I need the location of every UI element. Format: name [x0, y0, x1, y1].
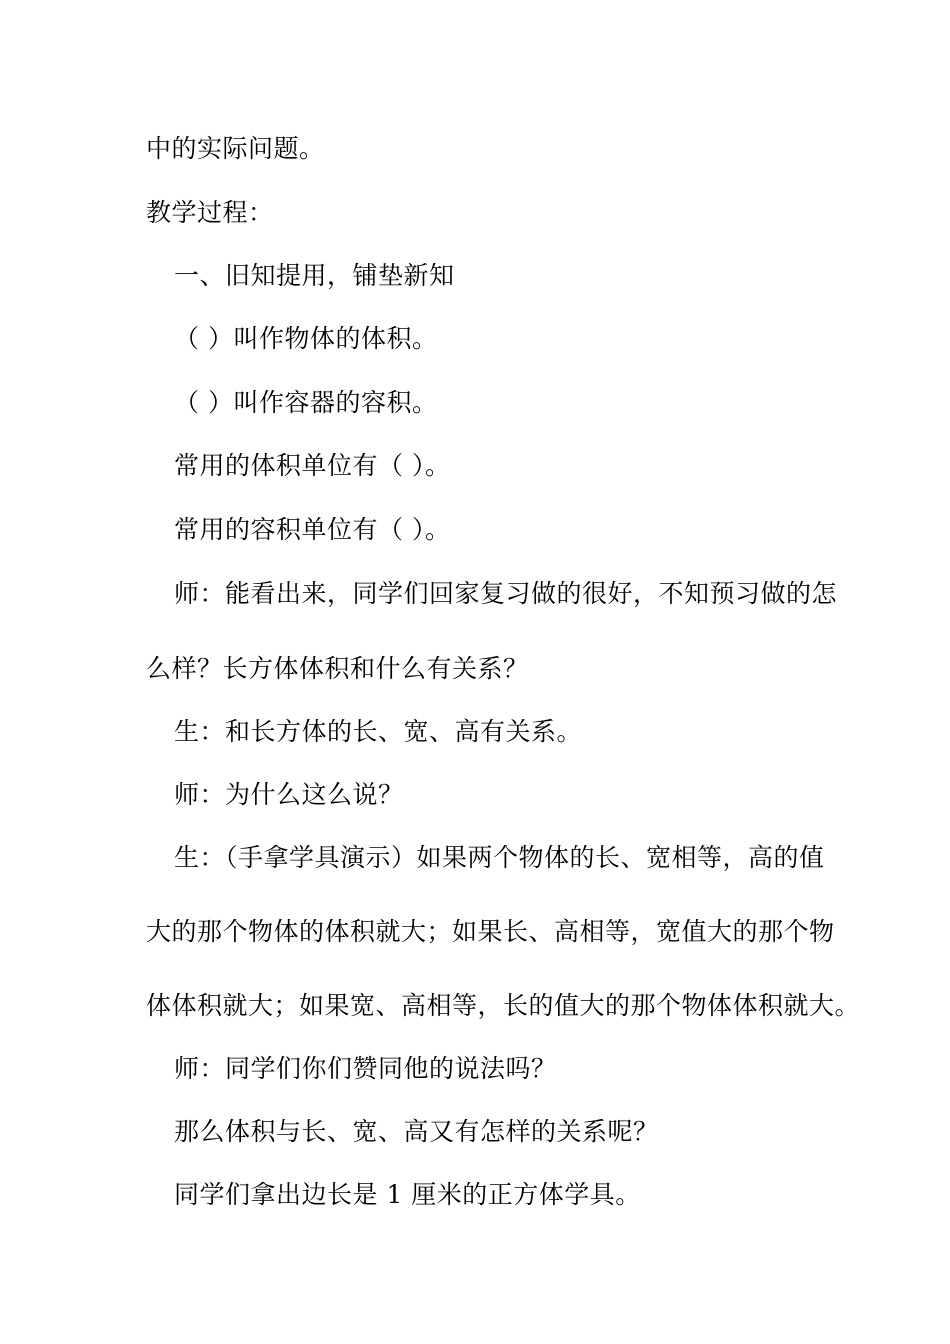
paragraph-line: 么样？长方体体积和什么有关系？: [146, 654, 529, 683]
paragraph-line: 大的那个物体的体积就大；如果长、高相等，宽值大的那个物: [146, 917, 835, 946]
section-heading: 教学过程：: [146, 198, 274, 227]
paragraph-line: 师：为什么这么说？: [174, 780, 404, 809]
paragraph-line: 师：能看出来，同学们回家复习做的很好，不知预习做的怎: [174, 579, 838, 608]
paragraph-line: 体体积就大；如果宽、高相等，长的值大的那个物体体积就大。: [146, 991, 861, 1020]
paragraph-line: 师：同学们你们赞同他的说法吗？: [174, 1054, 557, 1083]
paragraph-line: 常用的体积单位有（ ）。: [174, 451, 451, 480]
paragraph-line: 生：（手拿学具演示）如果两个物体的长、宽相等，高的值: [174, 843, 825, 872]
paragraph-line: 中的实际问题。: [146, 134, 325, 163]
paragraph-line: （ ）叫作容器的容积。: [174, 388, 438, 417]
paragraph-line: 生：和长方体的长、宽、高有关系。: [174, 717, 583, 746]
subsection-heading: 一、旧知提用，铺垫新知: [174, 261, 455, 290]
paragraph-line: 同学们拿出边长是 1 厘米的正方体学具。: [174, 1180, 641, 1209]
paragraph-line: 那么体积与长、宽、高又有怎样的关系呢？: [174, 1117, 659, 1146]
paragraph-line: （ ）叫作物体的体积。: [174, 324, 438, 353]
paragraph-line: 常用的容积单位有（ ）。: [174, 515, 451, 544]
